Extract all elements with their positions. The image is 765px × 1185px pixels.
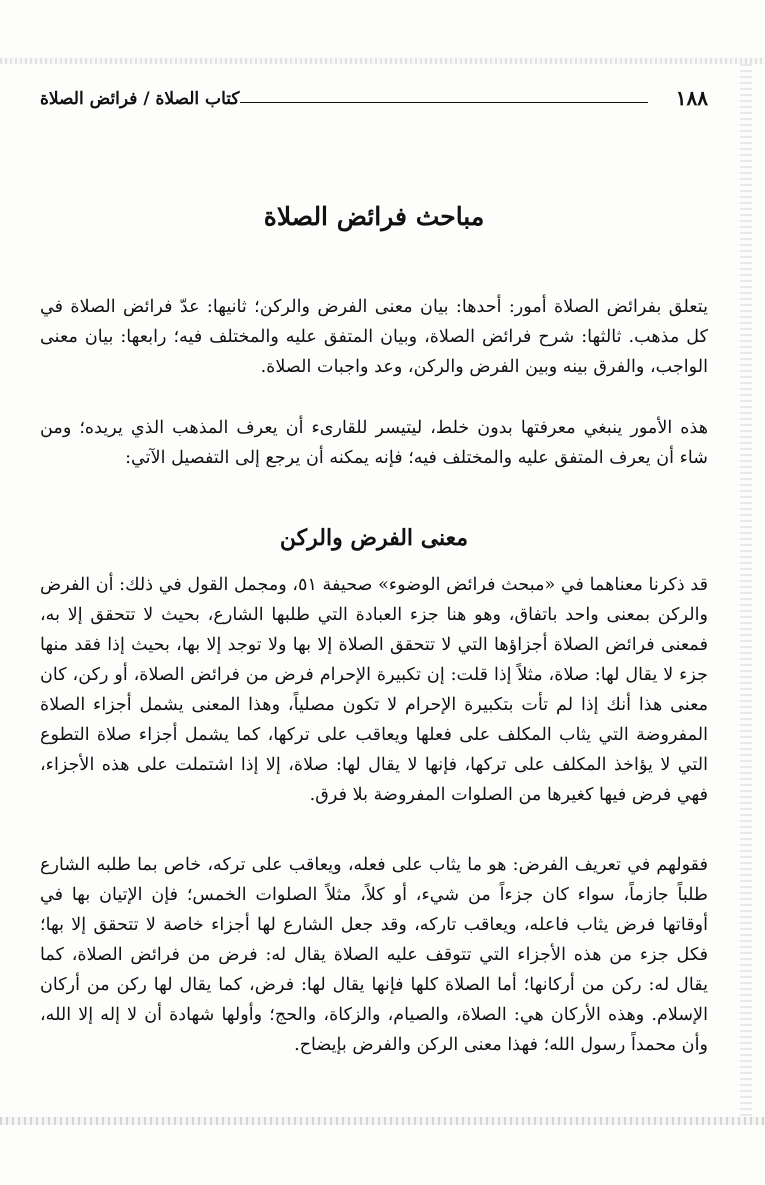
scan-edge-right	[740, 64, 752, 1117]
scan-edge-top	[0, 58, 765, 64]
body-paragraph-1: قد ذكرنا معناهما في «مبحث فرائض الوضوء» صحيفة ٥١، ومجمل القول في ذلك: أن الفرض والركن بمعنى واحد باتفاق، وهو هنا جزء العبادة التي طلبها الشارع، بحيث لا تتحقق إلا به، فمعنى فرائض الصلاة أجزاؤها التي لا تتحقق الصلاة إلا بها ولا توجد إلا بها، بحيث إذا فقد منها جزء لا يقال لها: صلاة، مثلاً إذا قلت: إن تكبيرة الإحرام فرض من فرائض الصلاة، أو ركن، كان معنى هذا أنك إذا لم تأت بتكبيرة الإحرام لا تكون مصلياً، وهذا المعنى يشمل أجزاء الصلاة المفروضة التي يثاب المكلف على فعلها ويعاقب على تركها، كما يشمل أجزاء صلاة التطوع التي لا يؤاخذ المكلف على تركها، فإنها لا يقال لها: صلاة، إلا إذا اشتملت على هذه الأجزاء، فهي فرض فيها كغيرها من الصلوات المفروضة بلا فرق.	[40, 575, 708, 805]
header-rule	[240, 102, 648, 103]
intro-paragraph-2: هذه الأمور ينبغي معرفتها بدون خلط، ليتيسر للقارىء أن يعرف المذهب الذي يريده؛ ومن شاء أن يعرف المتفق عليه والمختلف فيه؛ فإنه يمكنه أن يرجع إلى التفصيل الآتي:	[40, 418, 708, 468]
body-paragraph-2: فقولهم في تعريف الفرض: هو ما يثاب على فعله، ويعاقب على تركه، خاص بما طلبه الشارع طلباً جازماً، سواء كان جزءاً من شيء، أو كلاً، مثلاً الصلوات الخمس؛ فإن الإتيان بها في أوقاتها فرض يثاب فاعله، ويعاقب تاركه، وقد جعل الشارع لها أجزاء خاصة لا تتحقق إلا بها؛ فكل جزء من هذه الأجزاء التي تتوقف عليه الصلاة يقال له: فرض من فرائض الصلاة، كما يقال له: ركن من أركانها؛ أما الصلاة كلها فإنها يقال لها: فرض، كما يقال لها ركن من أركان الإسلام. وهذه الأركان هي: الصلاة، والصيام، والزكاة، والحج؛ وأولها شهادة أن لا إله إلا الله، وأن محمداً رسول الله؛ فهذا معنى الركن والفرض بإيضاح.	[40, 855, 708, 1055]
page-header	[40, 86, 708, 116]
page-number: ١٨٨	[675, 86, 708, 110]
scan-edge-bottom	[0, 1117, 765, 1125]
subheading-fard-rukn: معنى الفرض والركن	[279, 525, 469, 551]
section-heading: مباحث فرائض الصلاة	[263, 202, 485, 231]
intro-paragraph-1: يتعلق بفرائض الصلاة أمور: أحدها: بيان معنى الفرض والركن؛ ثانيها: عدّ فرائض الصلاة في كل مذهب. ثالثها: شرح فرائض الصلاة، وبيان المتفق عليه والمختلف فيه؛ رابعها: بيان معنى الواجب، والفرق بينه وبين الفرض والركن، وعد واجبات الصلاة.	[40, 297, 708, 377]
running-title: كتاب الصلاة / فرائض الصلاة	[40, 89, 240, 109]
